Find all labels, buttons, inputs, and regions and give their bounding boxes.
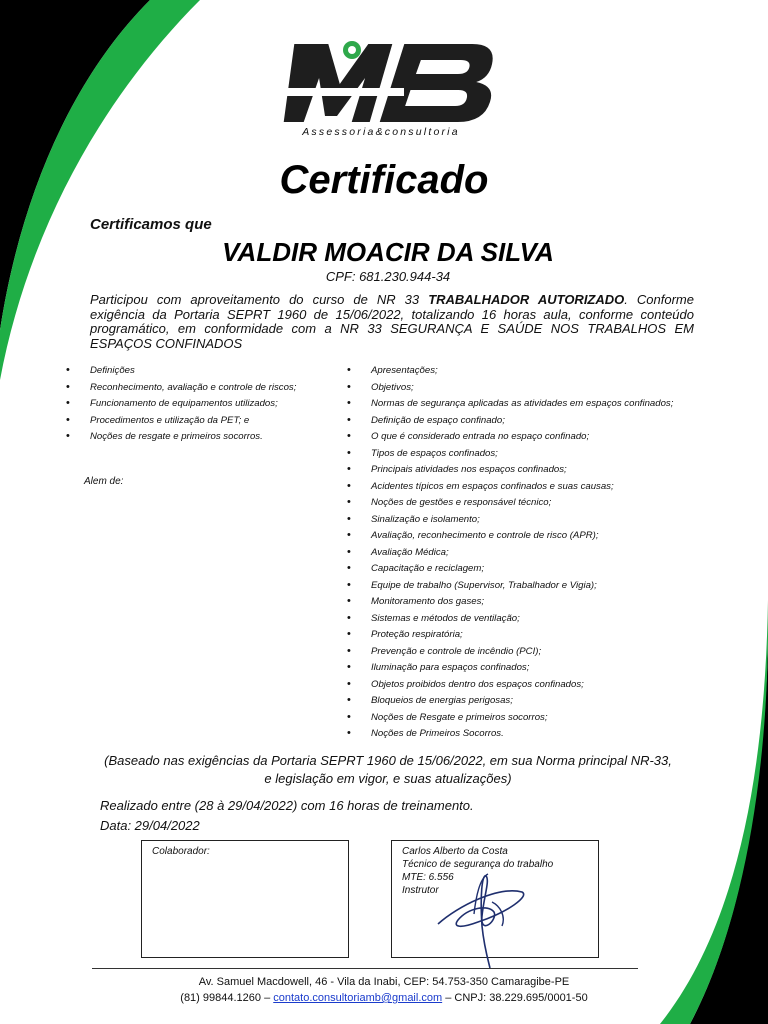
list-item: • Objetivos;: [345, 382, 673, 399]
footer-contact: [0, 992, 768, 1004]
list-item: • O que é considerado entrada no espaço confinado;: [345, 431, 673, 448]
list-item: • Principais atividades nos espaços confinados;: [345, 464, 673, 481]
recipient-cpf: CPF: 681.230.944-34: [325, 269, 451, 284]
list-item: • Normas de segurança aplicadas as atividades em espaços confinados;: [345, 398, 673, 415]
list-item: • Equipe de trabalho (Supervisor, Trabalhador e Vigia);: [345, 580, 673, 597]
course-text-end: . Conforme exigência da Portaria SEPRT 1960 de 15/06/2022, totalizando 16 horas aula, conforme conteúdo programático, em conformidade com a NR 33 SEGURANÇA E SAÚDE NOS TRABALHOS EM ESPAÇOS CONFINADOS: [90, 292, 694, 351]
course-text-start: Participou com aproveitamento do curso de NR 33: [90, 292, 429, 307]
list-item: • Prevenção e controle de incêndio (PCI);: [345, 646, 673, 663]
collaborator-signature-box: [141, 840, 349, 958]
right-topic-list: [345, 365, 673, 745]
list-item: • Monitoramento dos gases;: [345, 596, 673, 613]
footer-address: Av. Samuel Macdowell, 46 - Vila da Inabi, CEP: 54.753-350 Camaragibe-PE: [198, 976, 570, 988]
list-item: • Sistemas e métodos de ventilação;: [345, 613, 673, 630]
course-name: TRABALHADOR AUTORIZADO: [428, 292, 625, 307]
list-item: • Tipos de espaços confinados;: [345, 448, 673, 465]
issue-date: Data: 29/04/2022: [100, 818, 200, 833]
list-item: • Definições: [64, 365, 296, 382]
legal-basis-note: (Baseado nas exigências da Portaria SEPRT 1960 de 15/06/2022, em sua Norma principal NR-33, e legislação em vigor, e suas atualizações): [104, 753, 672, 786]
footer-divider: [92, 968, 638, 969]
list-item: • Procedimentos e utilização da PET; e: [64, 415, 296, 432]
footer-phone: (81) 99844.1260 –: [180, 992, 274, 1004]
certificate-title: Certificado: [279, 158, 489, 202]
list-item: • Funcionamento de equipamentos utilizados;: [64, 398, 296, 415]
list-item: • Bloqueios de energias perigosas;: [345, 695, 673, 712]
list-item: • Apresentações;: [345, 365, 673, 382]
intro-text: Certificamos que: [90, 216, 212, 233]
footer-email-link[interactable]: contato.consultoriamb@gmail.com: [273, 992, 443, 1004]
training-period: Realizado entre (28 à 29/04/2022) com 16 horas de treinamento.: [100, 798, 474, 813]
list-item: • Definição de espaço confinado;: [345, 415, 673, 432]
left-topic-list: [64, 365, 296, 448]
instructor-mte: MTE: 6.556: [402, 872, 454, 883]
list-item: • Avaliação Médica;: [345, 547, 673, 564]
course-description: [90, 293, 694, 351]
instructor-signature: [418, 856, 538, 976]
list-item: • Capacitação e reciclagem;: [345, 563, 673, 580]
list-item: • Noções de Primeiros Socorros.: [345, 728, 673, 745]
collaborator-label: Colaborador:: [152, 846, 210, 857]
gear-emblem-icon: [343, 41, 361, 59]
list-item: • Reconhecimento, avaliação e controle de riscos;: [64, 382, 296, 399]
list-item: • Noções de resgate e primeiros socorros.: [64, 431, 296, 448]
list-item: • Noções de Resgate e primeiros socorros;: [345, 712, 673, 729]
list-item: • Iluminação para espaços confinados;: [345, 662, 673, 679]
list-item: • Noções de gestões e responsável técnico;: [345, 497, 673, 514]
alem-de-label: Alem de:: [84, 476, 124, 487]
list-item: • Proteção respiratória;: [345, 629, 673, 646]
logo-tagline: Assessoria&consultoria: [302, 126, 460, 138]
instructor-label: Instrutor: [402, 885, 439, 896]
list-item: • Sinalização e isolamento;: [345, 514, 673, 531]
list-item: • Objetos proibidos dentro dos espaços confinados;: [345, 679, 673, 696]
recipient-name: VALDIR MOACIR DA SILVA: [222, 237, 554, 267]
list-item: • Avaliação, reconhecimento e controle de risco (APR);: [345, 530, 673, 547]
footer-cnpj: – CNPJ: 38.229.695/0001-50: [442, 992, 588, 1004]
instructor-role: Técnico de segurança do trabalho: [402, 859, 554, 870]
instructor-name: Carlos Alberto da Costa: [402, 846, 508, 857]
list-item: • Acidentes típicos em espaços confinados e suas causas;: [345, 481, 673, 498]
